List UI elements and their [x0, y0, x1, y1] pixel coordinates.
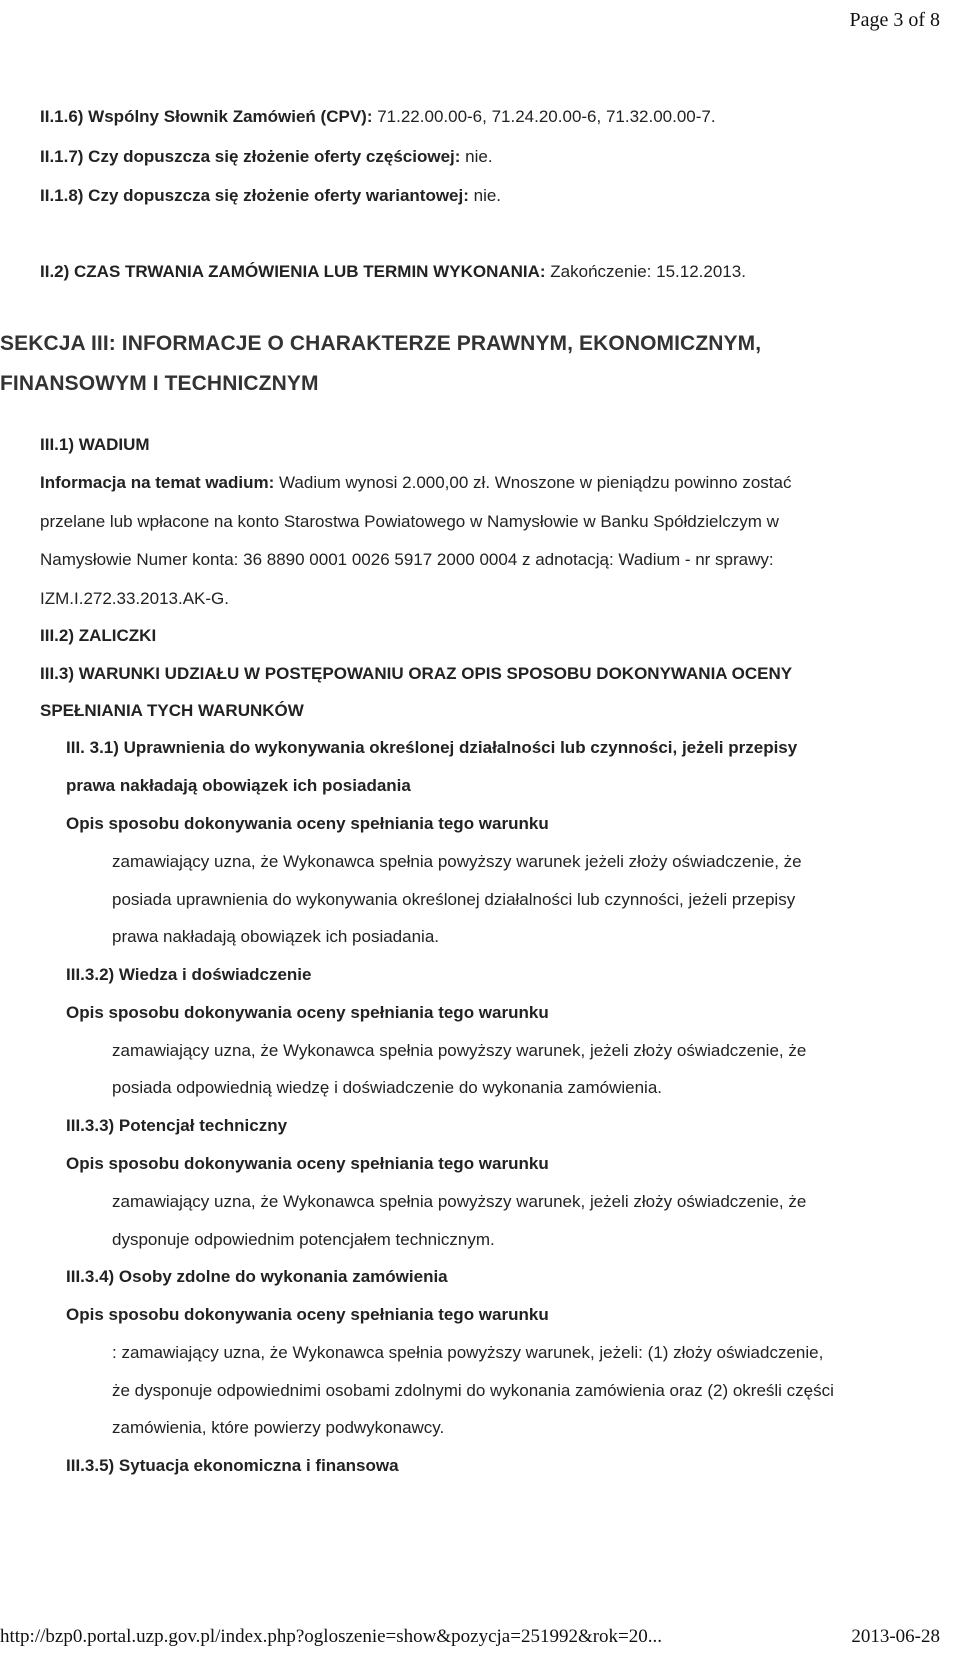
page-footer [0, 1622, 960, 1654]
partial-offer-label: II.1.7) Czy dopuszcza się złożenie oferty częściowej: [40, 147, 461, 166]
variant-offer-label: II.1.8) Czy dopuszcza się złożenie oferty wariantowej: [40, 186, 469, 205]
item-332-text-2: posiada odpowiednią wiedzę i doświadczenie do wykonania zamówienia. [112, 1078, 663, 1097]
duration-value: Zakończenie: 15.12.2013. [550, 262, 746, 281]
wadium-text-4: IZM.I.272.33.2013.AK-G. [40, 589, 229, 608]
footer-date: 2013-06-28 [851, 1626, 940, 1647]
wadium-info-label: Informacja na temat wadium: [40, 473, 275, 492]
item-332-heading: III.3.2) Wiedza i doświadczenie [66, 965, 312, 984]
item-333-text-2: dysponuje odpowiednim potencjałem technicznym. [112, 1230, 495, 1249]
section-iii-title-line1: SEKCJA III: INFORMACJE O CHARAKTERZE PRAWNYM, EKONOMICZNYM, [0, 332, 762, 355]
cpv-line [40, 107, 716, 127]
page-number: Page 3 of 8 [849, 9, 940, 31]
duration-line [40, 262, 746, 282]
variant-offer-value: nie. [473, 186, 502, 205]
item-333-assessment-label: Opis sposobu dokonywania oceny spełniania tego warunku [66, 1154, 549, 1173]
cpv-label: II.1.6) Wspólny Słownik Zamówień (CPV): [40, 107, 373, 126]
item-331-heading-line2: prawa nakładają obowiązek ich posiadania [66, 776, 411, 795]
section-iii-title-line2: FINANSOWYM I TECHNICZNYM [0, 372, 319, 395]
cpv-value: 71.22.00.00-6, 71.24.20.00-6, 71.32.00.00-7. [377, 107, 716, 126]
item-334-text-3: zamówienia, które powierzy podwykonawcy. [112, 1418, 445, 1437]
item-331-text-3: prawa nakładają obowiązek ich posiadania. [112, 927, 439, 946]
wadium-text-1: Wadium wynosi 2.000,00 zł. Wnoszone w pieniądzu powinno zostać [279, 473, 792, 492]
partial-offer-line [40, 147, 493, 167]
item-334-text-1: : zamawiający uzna, że Wykonawca spełnia powyższy warunek, jeżeli: (1) złoży oświadczenie, [112, 1343, 824, 1362]
item-334-heading: III.3.4) Osoby zdolne do wykonania zamówienia [66, 1267, 448, 1286]
item-331-text-2: posiada uprawnienia do wykonywania określonej działalności lub czynności, jeżeli przepisy [112, 890, 796, 909]
partial-offer-value: nie. [465, 147, 493, 166]
warunki-heading-line2: SPEŁNIANIA TYCH WARUNKÓW [40, 701, 304, 720]
zaliczki-heading: III.2) ZALICZKI [40, 626, 157, 645]
variant-offer-line [40, 186, 501, 206]
item-331-heading-line1: III. 3.1) Uprawnienia do wykonywania określonej działalności lub czynności, jeżeli przepisy [66, 738, 798, 757]
duration-label: II.2) CZAS TRWANIA ZAMÓWIENIA LUB TERMIN WYKONANIA: [40, 262, 546, 281]
wadium-heading: III.1) WADIUM [40, 435, 150, 454]
item-333-text-1: zamawiający uzna, że Wykonawca spełnia powyższy warunek, jeżeli złoży oświadczenie, że [112, 1192, 807, 1211]
warunki-heading-line1: III.3) WARUNKI UDZIAŁU W POSTĘPOWANIU ORAZ OPIS SPOSOBU DOKONYWANIA OCENY [40, 664, 793, 683]
item-332-text-1: zamawiający uzna, że Wykonawca spełnia powyższy warunek, jeżeli złoży oświadczenie, że [112, 1041, 807, 1060]
item-331-assessment-label: Opis sposobu dokonywania oceny spełniania tego warunku [66, 814, 549, 833]
wadium-text-2: przelane lub wpłacone na konto Starostwa Powiatowego w Namysłowie w Banku Spółdzielczym w [40, 512, 779, 531]
item-335-heading: III.3.5) Sytuacja ekonomiczna i finansowa [66, 1456, 399, 1475]
item-334-assessment-label: Opis sposobu dokonywania oceny spełniania tego warunku [66, 1305, 549, 1324]
wadium-info-line [40, 473, 792, 493]
item-333-heading: III.3.3) Potencjał techniczny [66, 1116, 288, 1135]
item-332-assessment-label: Opis sposobu dokonywania oceny spełniania tego warunku [66, 1003, 549, 1022]
item-331-text-1: zamawiający uzna, że Wykonawca spełnia powyższy warunek jeżeli złoży oświadczenie, że [112, 852, 802, 871]
footer-url: http://bzp0.portal.uzp.gov.pl/index.php?ogloszenie=show&pozycja=251992&rok=20... [0, 1626, 663, 1647]
item-334-text-2: że dysponuje odpowiednimi osobami zdolnymi do wykonania zamówienia oraz (2) określi części [112, 1381, 834, 1400]
wadium-text-3: Namysłowie Numer konta: 36 8890 0001 0026 5917 2000 0004 z adnotacją: Wadium - nr sprawy: [40, 550, 774, 569]
